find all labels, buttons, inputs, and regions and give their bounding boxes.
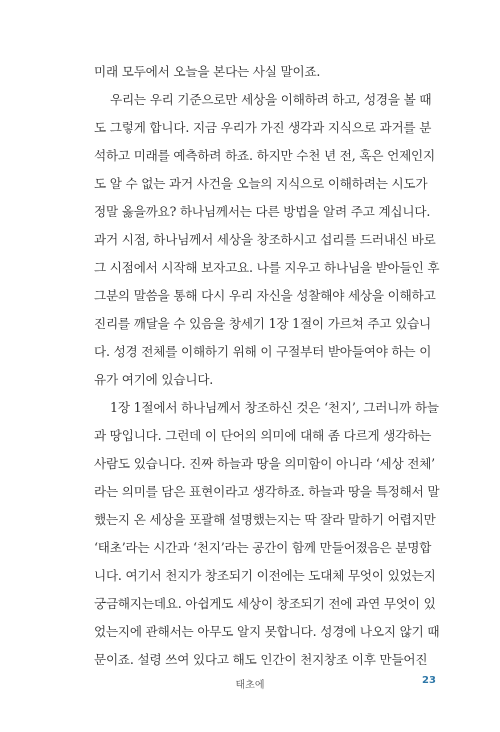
- text-line-6: 정말 옳을까요? 하나님께서는 다른 방법을 알려 주고 계십니다.: [94, 204, 431, 219]
- text-line-2: 우리는 우리 기준으로만 세상을 이해하려 하고, 성경을 볼 때: [110, 92, 432, 107]
- text-line-21: 었는지에 관해서는 아무도 알지 못합니다. 성경에 나오지 않기 때: [94, 624, 440, 639]
- text-line-8: 그 시점에서 시작해 보자고요. 나를 지우고 하나님을 받아들인 후: [94, 260, 440, 275]
- text-line-19: 니다. 여기서 천지가 창조되기 이전에는 도대체 무엇이 있었는지: [94, 568, 436, 583]
- page-number: 23: [422, 675, 436, 686]
- text-line-3: 도 그렇게 합니다. 지금 우리가 가진 생각과 지식으로 과거를 분: [94, 120, 432, 135]
- running-footer-title: 태초에: [235, 680, 265, 691]
- text-line-13: 1장 1절에서 하나님께서 창조하신 것은 ‘천지’, 그러니까 하늘: [110, 400, 439, 415]
- text-line-4: 석하고 미래를 예측하려 하죠. 하지만 수천 년 전, 혹은 언제인지: [94, 148, 435, 163]
- body-text: [94, 58, 454, 674]
- text-line-16: 라는 의미를 담은 표현이라고 생각하죠. 하늘과 땅을 특정해서 말: [94, 484, 440, 499]
- text-line-15: 사람도 있습니다. 진짜 하늘과 땅을 의미함이 아니라 ‘세상 전체’: [94, 456, 435, 471]
- text-line-20: 궁금해지는데요. 아쉽게도 세상이 창조되기 전에 과연 무엇이 있: [94, 596, 436, 611]
- text-line-22: 문이죠. 설령 쓰여 있다고 해도 인간이 천지창조 이후 만들어진: [94, 652, 428, 667]
- text-line-7: 과거 시점, 하나님께서 세상을 창조하시고 섭리를 드러내신 바로: [94, 232, 436, 247]
- text-line-5: 도 알 수 없는 과거 사건을 오늘의 지식으로 이해하려는 시도가: [94, 176, 428, 191]
- text-line-14: 과 땅입니다. 그런데 이 단어의 의미에 대해 좀 다르게 생각하는: [94, 428, 432, 443]
- text-line-11: 다. 성경 전체를 이해하기 위해 이 구절부터 받아들여야 하는 이: [94, 344, 432, 359]
- text-line-18: ‘태초’라는 시간과 ‘천지’라는 공간이 함께 만들어졌음은 분명합: [94, 540, 432, 555]
- text-line-12: 유가 여기에 있습니다.: [94, 372, 214, 387]
- text-line-10: 진리를 깨달을 수 있음을 창세기 1장 1절이 가르쳐 주고 있습니: [94, 316, 432, 331]
- text-line-9: 그분의 말씀을 통해 다시 우리 자신을 성찰해야 세상을 이해하고: [94, 288, 436, 303]
- text-line-17: 했는지 온 세상을 포괄해 설명했는지는 딱 잘라 말하기 어렵지만: [94, 512, 436, 527]
- text-line-1: 미래 모두에서 오늘을 본다는 사실 말이죠.: [94, 64, 321, 79]
